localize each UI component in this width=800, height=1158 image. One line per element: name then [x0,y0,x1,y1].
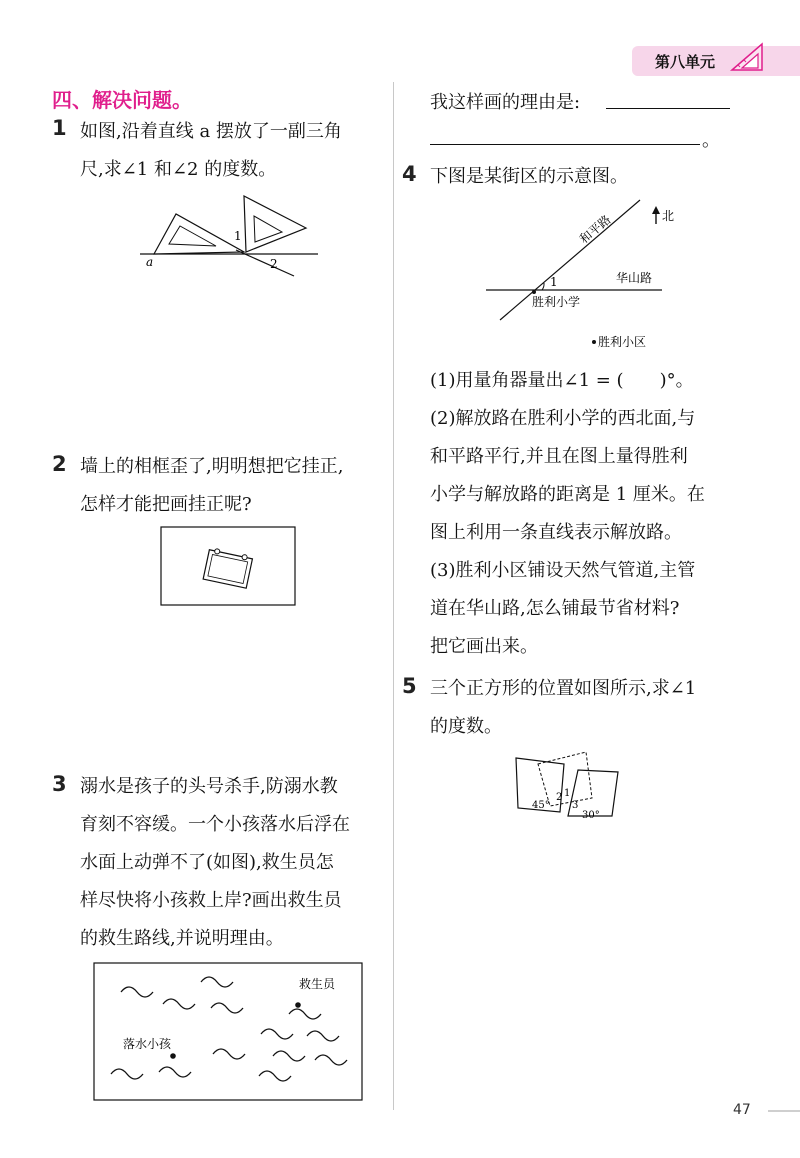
page-number: 47 [733,1102,751,1118]
angle-2-label: 2 [270,257,278,271]
question-text: 墙上的相框歪了,明明想把它挂正, [80,456,344,477]
huashan-road-label: 华山路 [616,271,653,285]
question-text: 三个正方形的位置如图所示,求∠1 [430,678,697,699]
sub-question: 小学与解放路的距离是 1 厘米。在 [430,484,705,505]
triangle-ruler-30 [154,214,244,254]
question-text: 的度数。 [430,716,502,737]
angle-1-label: 1 [564,788,571,799]
question-text: 溺水是孩子的头号杀手,防溺水教 [80,776,338,797]
school-point [532,290,536,294]
period: 。 [702,130,720,151]
sub-question: (3)胜利小区铺设天然气管道,主管 [430,560,696,581]
question-text: 怎样才能把画挂正呢? [80,494,252,515]
question-number: 4 [402,162,417,186]
question-number: 1 [52,116,67,140]
lifeguard-label: 救生员 [299,977,336,991]
community-label: 胜利小区 [598,335,647,349]
sub-question: (1)用量角器量出∠1 = ( )°。 [430,370,694,391]
north-label: 北 [662,209,675,223]
sub-question: 图上利用一条直线表示解放路。 [430,522,682,543]
school-label: 胜利小学 [532,295,581,309]
lifeguard-point [295,1002,301,1008]
community-point [592,340,596,344]
page-number-line [768,1110,800,1112]
angle-1-label: 1 [550,275,558,289]
sub-question: 道在华山路,怎么铺最节省材料? [430,598,680,619]
line-a-label: a [146,255,154,269]
unit-label: 第八单元 [655,53,716,71]
question-text: 的救生路线,并说明理由。 [80,928,284,949]
question-text: 如图,沿着直线 a 摆放了一副三角 [80,121,342,142]
section-title: 四、解决问题。 [52,88,192,112]
angle-1-label: 1 [234,229,242,243]
answer-line[interactable] [606,108,730,109]
triangle-ruler-45 [244,196,306,252]
child-label: 落水小孩 [123,1037,172,1051]
sub-question: 把它画出来。 [430,636,538,657]
column-divider [393,82,394,1110]
tilted-picture-figure [160,526,296,606]
angle-3-label: 3 [572,800,579,811]
question-text: 尺,求∠1 和∠2 的度数。 [80,159,277,180]
question-text: 育刻不容缓。一个小孩落水后浮在 [80,814,350,835]
question-text: 下图是某街区的示意图。 [430,166,628,187]
street-map-figure [480,196,690,354]
angle-30-label: 30° [582,810,600,821]
water-figure [93,962,363,1102]
question-text: 样尽快将小孩救上岸?画出救生员 [80,890,342,911]
angle-45-label: 45° [532,800,550,811]
question-text: 水面上动弹不了(如图),救生员怎 [80,852,334,873]
child-point [170,1053,176,1059]
heping-road-label: 和平路 [576,212,614,247]
triangle-ruler-icon [728,40,768,74]
sub-question: 和平路平行,并且在图上量得胜利 [430,446,688,467]
answer-line[interactable] [430,144,700,145]
question-number: 2 [52,452,67,476]
angle-2-label: 2 [556,792,563,803]
question-number: 5 [402,674,417,698]
three-squares-figure [508,746,632,826]
question-number: 3 [52,772,67,796]
triangle-rulers-figure [136,192,326,282]
sub-question: (2)解放路在胜利小学的西北面,与 [430,408,696,429]
reason-prompt: 我这样画的理由是: [430,92,581,113]
